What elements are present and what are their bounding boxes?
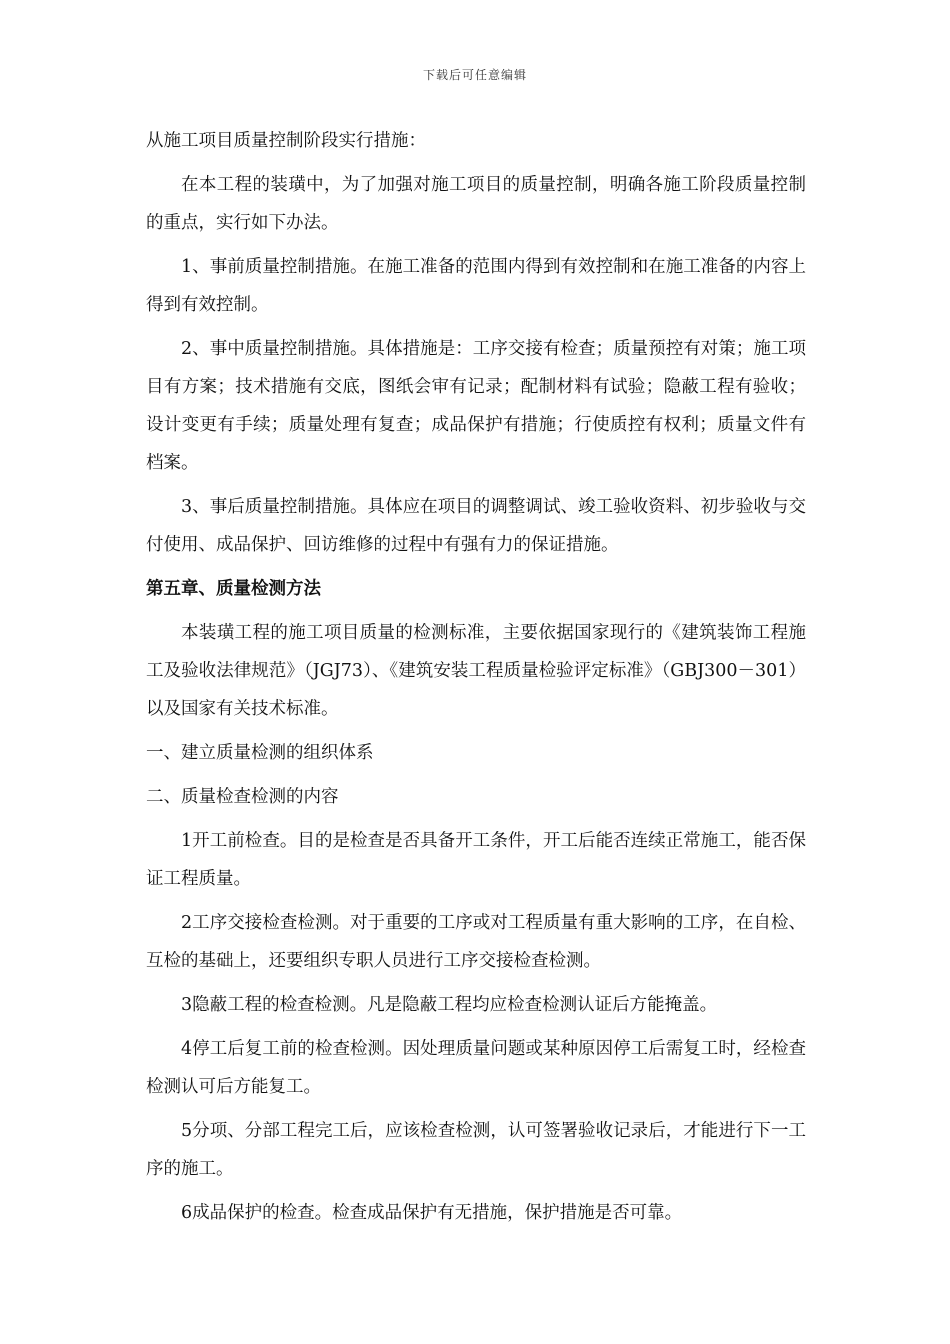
paragraph-post-control: 3、事后质量控制措施。具体应在项目的调整调试、竣工验收资料、初步验收与交付使用、成品保护、回访维修的过程中有强有力的保证措施。: [146, 497, 806, 555]
list-item-3: 3隐蔽工程的检查检测。凡是隐蔽工程均应检查检测认证后方能掩盖。: [181, 995, 718, 1015]
paragraph-standards: 本装璜工程的施工项目质量的检测标准，主要依据国家现行的《建筑装饰工程施工及验收法律规范》（JGJ73）、《建筑安装工程质量检验评定标准》（GBJ300－301）以及国家有关技术标准。: [146, 623, 806, 719]
list-item-1: 1开工前检查。目的是检查是否具备开工条件，开工后能否连续正常施工，能否保证工程质量。: [146, 831, 806, 889]
section-heading-2: 二、质量检查检测的内容: [146, 787, 339, 807]
paragraph-overview: 在本工程的装璜中，为了加强对施工项目的质量控制，明确各施工阶段质量控制的重点，实行如下办法。: [146, 175, 806, 233]
chapter-heading: 第五章、质量检测方法: [146, 579, 321, 599]
list-item-2: 2工序交接检查检测。对于重要的工序或对工程质量有重大影响的工序，在自检、互检的基础上，还要组织专职人员进行工序交接检查检测。: [146, 913, 806, 971]
section-heading-1: 一、建立质量检测的组织体系: [146, 743, 374, 763]
list-item-4: 4停工后复工前的检查检测。因处理质量问题或某种原因停工后需复工时，经检查检测认可后方能复工。: [146, 1039, 806, 1097]
list-item-6: 6成品保护的检查。检查成品保护有无措施，保护措施是否可靠。: [181, 1203, 683, 1223]
paragraph-in-process-control: 2、事中质量控制措施。具体措施是：工序交接有检查；质量预控有对策；施工项目有方案；技术措施有交底，图纸会审有记录；配制材料有试验；隐蔽工程有验收；设计变更有手续；质量处理有复查；成品保护有措施；行使质控有权利；质量文件有档案。: [146, 339, 806, 473]
paragraph-intro: 从施工项目质量控制阶段实行措施：: [146, 131, 426, 151]
document-body: [146, 122, 806, 1238]
paragraph-pre-control: 1、事前质量控制措施。在施工准备的范围内得到有效控制和在施工准备的内容上得到有效控制。: [146, 257, 806, 315]
page-header: 下载后可任意编辑: [422, 68, 527, 82]
list-item-5: 5分项、分部工程完工后，应该检查检测，认可签署验收记录后，才能进行下一工序的施工。: [146, 1121, 806, 1179]
